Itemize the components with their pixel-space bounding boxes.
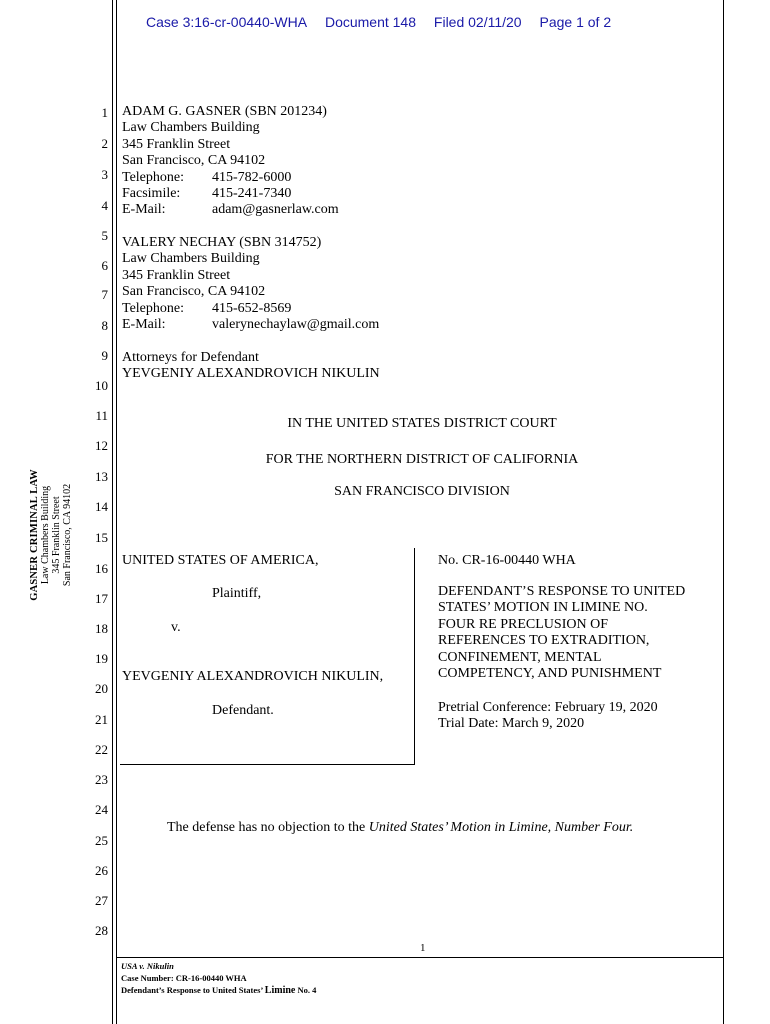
body-text: The defense has no objection to the: [167, 820, 369, 835]
footer-rule: [116, 957, 723, 958]
court-district: FOR THE NORTHERN DISTRICT OF CALIFORNIA: [265, 452, 579, 467]
header-filed: Filed 02/11/20: [433, 14, 522, 30]
firm-side-label: [29, 385, 75, 685]
ecf-header: [146, 14, 625, 30]
line-number: 18: [95, 621, 108, 636]
left-margin-rule-inner: [116, 0, 117, 1024]
attorney1-block: [122, 104, 339, 219]
document-title-line: REFERENCES TO EXTRADITION,: [438, 633, 650, 649]
attorney1-building: Law Chambers Building: [122, 120, 260, 136]
facsimile-value: 415-241-7340: [212, 186, 292, 202]
document-title: [438, 584, 685, 682]
document-title-line: STATES’ MOTION IN LIMINE NO.: [438, 600, 648, 616]
line-number: 17: [95, 591, 108, 606]
line-number: 10: [95, 378, 108, 393]
header-document: Document 148: [324, 14, 417, 30]
telephone-value: 415-652-8569: [212, 300, 292, 316]
footer-case-number: Case Number: CR-16-00440 WHA: [121, 973, 247, 983]
attorney2-block: [122, 235, 379, 333]
line-number: 26: [95, 863, 108, 878]
document-title-line: DEFENDANT’S RESPONSE TO UNITED: [438, 584, 686, 599]
header-case: Case 3:16-cr-00440-WHA: [146, 14, 308, 30]
line-number: 20: [95, 681, 108, 696]
attorney1-facsimile: [122, 186, 339, 202]
page-number: 1: [420, 942, 426, 954]
attorney1-name: ADAM G. GASNER (SBN 201234): [122, 104, 327, 119]
firm-name: GASNER CRIMINAL LAW: [29, 469, 40, 601]
attorney1-city: San Francisco, CA 94102: [122, 153, 266, 169]
attorney2-telephone: [122, 301, 379, 317]
line-number: 2: [101, 136, 108, 151]
line-number: 14: [95, 499, 108, 514]
trial-date: Trial Date: March 9, 2020: [438, 716, 585, 731]
plaintiff-name: UNITED STATES OF AMERICA,: [122, 553, 319, 568]
document-title-line: FOUR RE PRECLUSION OF: [438, 616, 608, 632]
line-number: 8: [101, 318, 108, 333]
firm-address-line1: Law Chambers Building: [40, 485, 51, 585]
attorney2-street: 345 Franklin Street: [122, 267, 231, 283]
line-number: 11: [95, 408, 108, 423]
email-label: E-Mail:: [122, 317, 166, 333]
attorney2-name: VALERY NECHAY (SBN 314752): [122, 235, 322, 250]
body-motion-reference: United States’ Motion in Limine, Number Four.: [368, 820, 634, 835]
line-number: 7: [101, 287, 108, 302]
line-number: 27: [95, 893, 108, 908]
left-margin-rule: [112, 0, 113, 1024]
document-title-line: COMPETENCY, AND PUNISHMENT: [438, 666, 662, 682]
firm-address-line3: San Francisco, CA 94102: [62, 483, 73, 587]
line-number: 24: [95, 802, 108, 817]
attorney2-city: San Francisco, CA 94102: [122, 284, 266, 300]
document-title-line: CONFINEMENT, MENTAL: [438, 649, 602, 665]
attorney1-telephone: [122, 170, 339, 186]
firm-address-line2: 345 Franklin Street: [51, 496, 62, 574]
pretrial-date: Pretrial Conference: February 19, 2020: [438, 700, 658, 715]
line-number: 3: [101, 167, 108, 182]
header-page: Page 1 of 2: [539, 14, 612, 30]
attorney1-email: [122, 202, 339, 218]
line-number: 12: [95, 438, 108, 453]
court-division: SAN FRANCISCO DIVISION: [334, 484, 510, 499]
line-number: 4: [101, 198, 108, 213]
line-number: 19: [95, 651, 108, 666]
plaintiff-role: Plaintiff,: [212, 586, 262, 601]
attorneys-for-label: Attorneys for Defendant: [122, 350, 259, 365]
line-number: 13: [95, 469, 108, 484]
line-number: 22: [95, 742, 108, 757]
line-number: 6: [101, 258, 108, 273]
footer-caption: [121, 960, 316, 972]
footer-title-limine: Limine: [264, 985, 296, 996]
court-name: IN THE UNITED STATES DISTRICT COURT: [287, 416, 557, 431]
facsimile-label: Facsimile:: [122, 186, 181, 202]
line-number: 9: [101, 348, 108, 363]
line-number: 28: [95, 923, 108, 938]
footer-title-prefix: Defendant’s Response to United States’: [121, 985, 265, 995]
footer-title: [121, 984, 316, 997]
line-number: 5: [101, 228, 108, 243]
attorney2-email: [122, 317, 379, 333]
footer: [121, 960, 316, 997]
line-number: 23: [95, 772, 108, 787]
telephone-label: Telephone:: [122, 300, 184, 316]
line-number: 25: [95, 833, 108, 848]
footer-title-suffix: No. 4: [295, 985, 317, 995]
attorneys-for-block: [122, 350, 380, 383]
body-paragraph: [167, 820, 633, 836]
telephone-value: 415-782-6000: [212, 169, 292, 185]
defendant-name: YEVGENIY ALEXANDROVICH NIKULIN,: [122, 669, 384, 684]
caption-vertical-rule: [414, 548, 415, 764]
footer-caption-text: USA v. Nikulin: [121, 961, 174, 971]
represented-defendant: YEVGENIY ALEXANDROVICH NIKULIN: [122, 366, 380, 382]
email-label: E-Mail:: [122, 202, 166, 218]
telephone-label: Telephone:: [122, 169, 184, 185]
attorney1-street: 345 Franklin Street: [122, 136, 231, 152]
caption-bottom-rule: [120, 764, 415, 765]
attorney2-building: Law Chambers Building: [122, 251, 260, 267]
line-number: 21: [95, 712, 108, 727]
line-number: 16: [95, 561, 108, 576]
defendant-role: Defendant.: [212, 703, 274, 718]
versus: v.: [171, 620, 181, 635]
email-value: valerynechaylaw@gmail.com: [212, 317, 380, 333]
case-number: No. CR-16-00440 WHA: [438, 553, 576, 568]
line-number: 1: [101, 105, 108, 120]
email-value: adam@gasnerlaw.com: [212, 202, 339, 218]
line-number: 15: [95, 530, 108, 545]
right-margin-rule: [723, 0, 724, 1024]
